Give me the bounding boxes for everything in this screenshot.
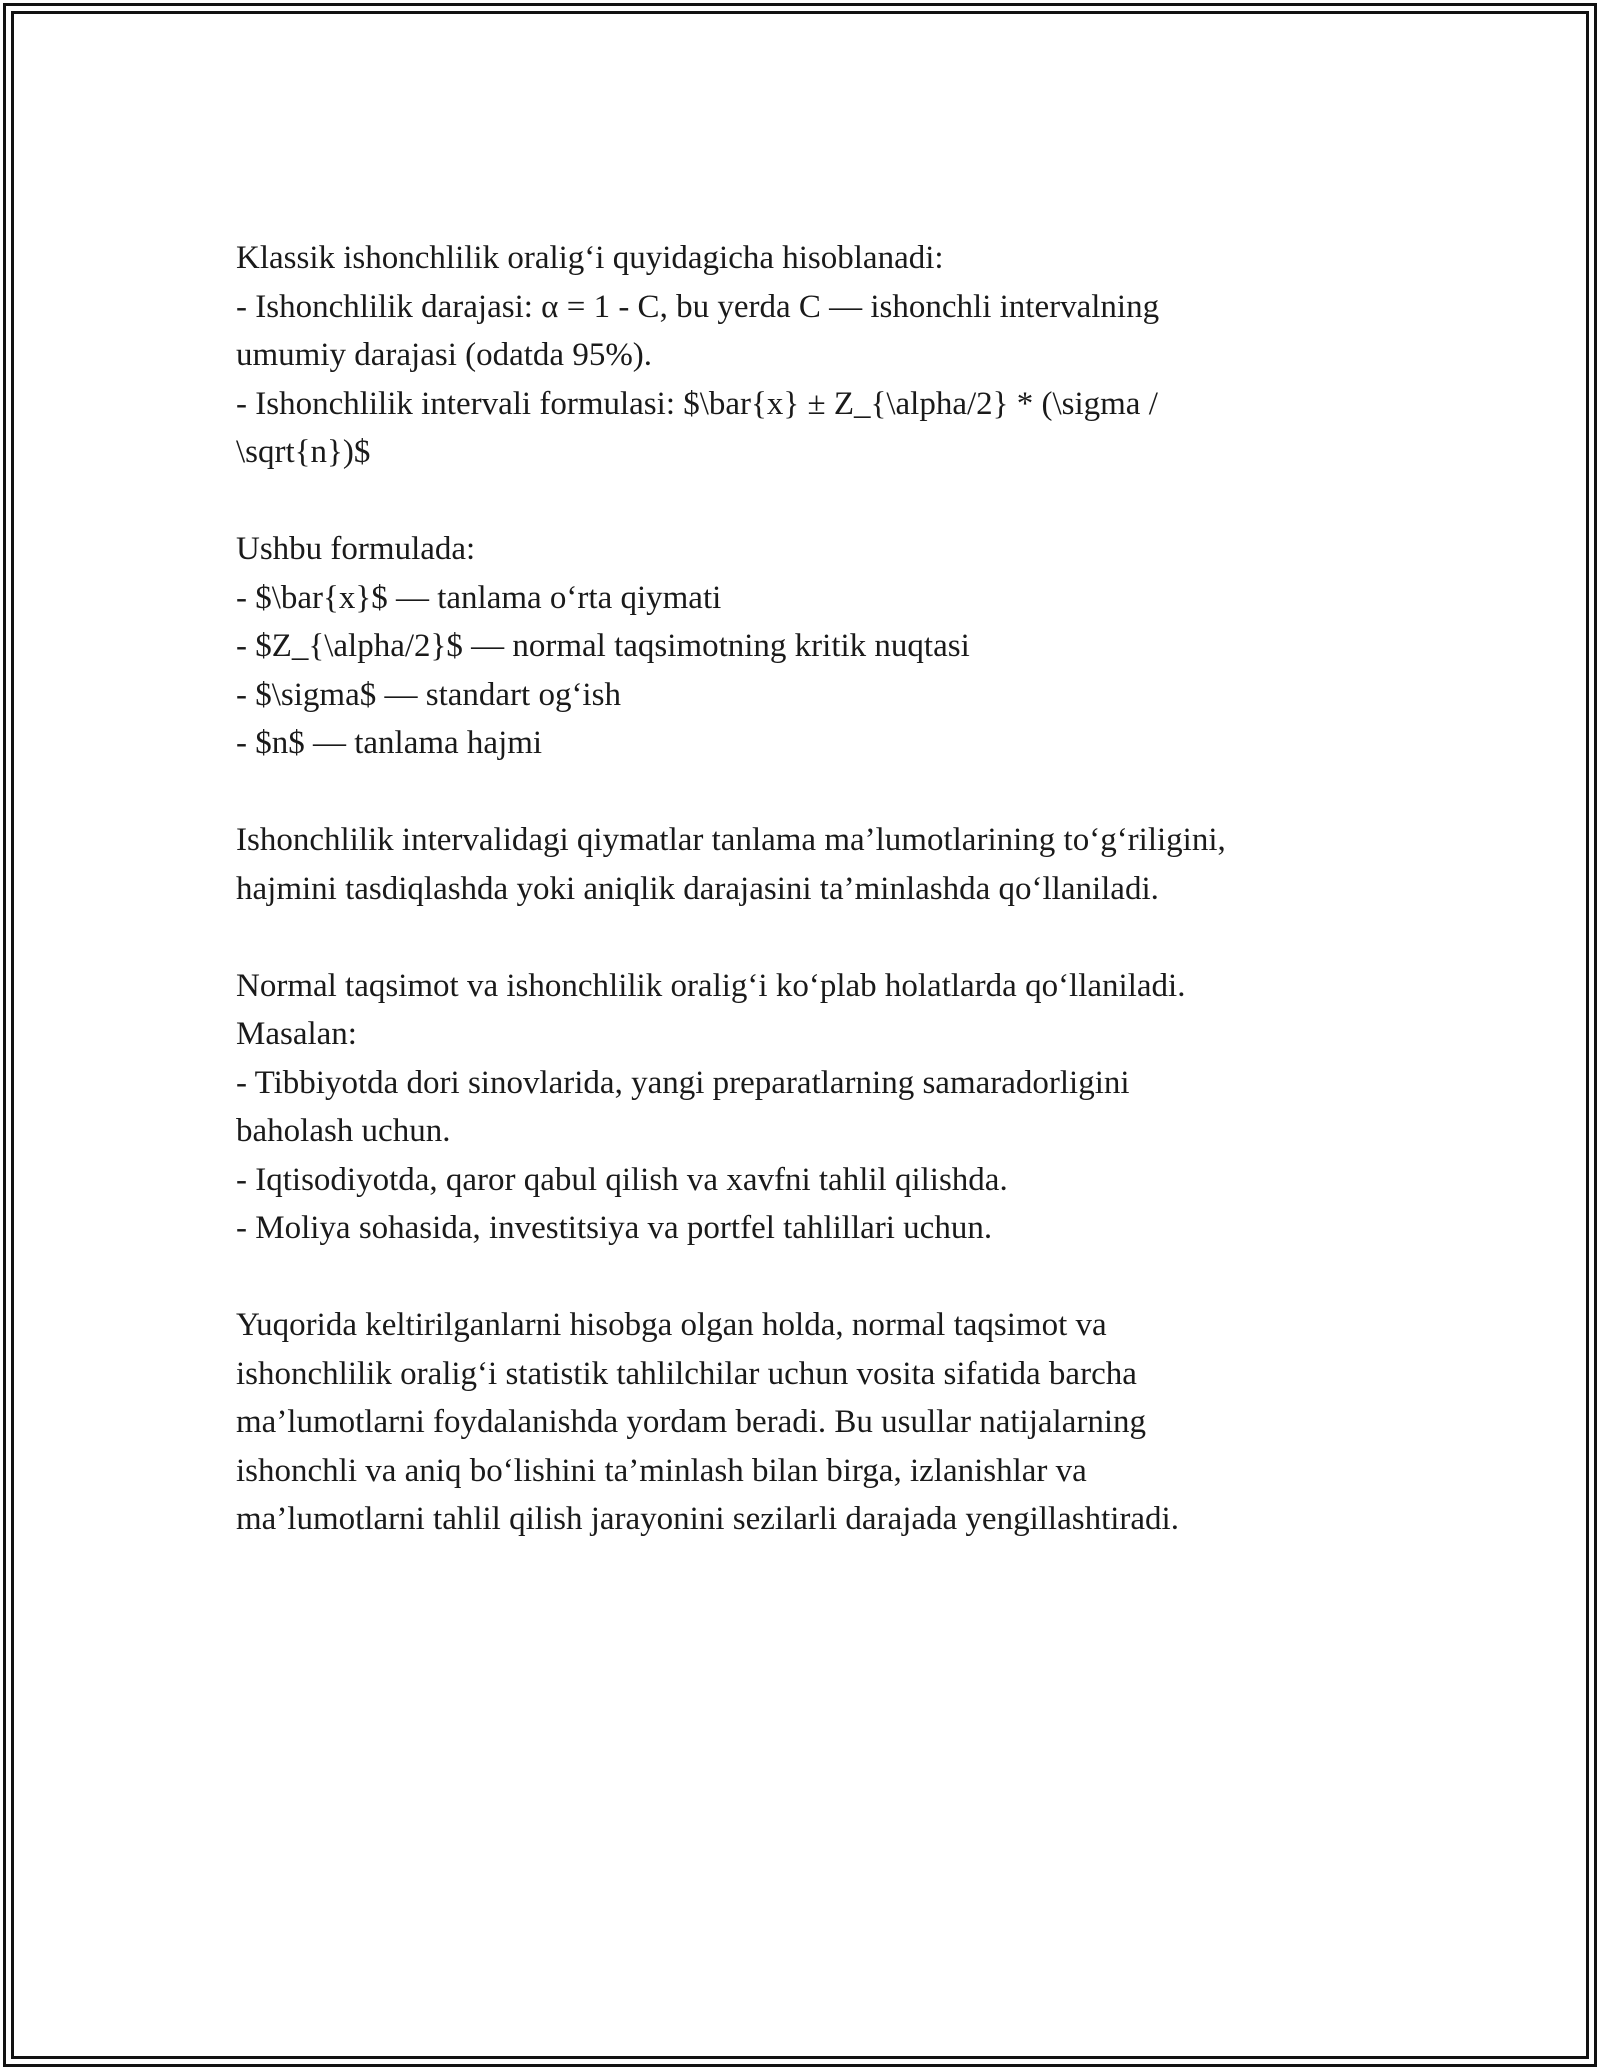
text-line: - Iqtisodiyotda, qaror qabul qilish va xavfni tahlil qilishda.	[236, 1161, 1008, 1198]
text-line: ishonchlilik oralig‘i statistik tahlilchilar uchun vosita sifatida barcha	[236, 1355, 1137, 1392]
text-line: umumiy darajasi (odatda 95%).	[236, 337, 653, 373]
text-line: Yuqorida keltirilganlarni hisobga olgan holda, normal taqsimot va	[236, 1307, 1107, 1343]
text-line: - Ishonchlilik darajasi: α = 1 - C, bu yerda C — ishonchli intervalning	[236, 288, 1160, 325]
text-line: - $n$ — tanlama hajmi	[236, 725, 543, 761]
text-line: - $\bar{x}$ — tanlama o‘rta qiymati	[236, 579, 722, 616]
text-line: hajmini tasdiqlashda yoki aniqlik darajasini ta’minlashda qo‘llaniladi.	[236, 870, 1159, 907]
text-line: - $Z_{\alpha/2}$ — normal taqsimotning kritik nuqtasi	[236, 628, 970, 664]
text-line: baholash uchun.	[236, 1113, 451, 1149]
paragraph-confidence-formula	[236, 234, 1376, 477]
paragraph-interval-usage	[236, 816, 1376, 913]
text-line: ishonchli va aniq bo‘lishini ta’minlash bilan birga, izlanishlar va	[236, 1452, 1087, 1489]
text-line: Klassik ishonchlilik oralig‘i quyidagicha hisoblanadi:	[236, 240, 944, 276]
document-body	[236, 234, 1376, 1592]
text-line: Normal taqsimot va ishonchlilik oralig‘i ko‘plab holatlarda qo‘llaniladi.	[236, 967, 1186, 1004]
text-line: ma’lumotlarni tahlil qilish jarayonini sezilarli darajada yengillashtiradi.	[236, 1501, 1179, 1537]
paragraph-applications	[236, 962, 1376, 1253]
paragraph-formula-terms	[236, 525, 1376, 768]
text-line: Masalan:	[236, 1016, 357, 1052]
text-line: \sqrt{n})$	[236, 434, 371, 470]
text-line: - Ishonchlilik intervali formulasi: $\bar{x} ± Z_{\alpha/2} * (\sigma /	[236, 385, 1158, 422]
text-line: - $\sigma$ — standart og‘ish	[236, 676, 621, 713]
text-line: Ishonchlilik intervalidagi qiymatlar tanlama ma’lumotlarining to‘g‘riligini,	[236, 822, 1226, 858]
text-line: Ushbu formulada:	[236, 531, 476, 567]
paragraph-conclusion	[236, 1301, 1376, 1544]
text-line: - Tibbiyotda dori sinovlarida, yangi preparatlarning samaradorligini	[236, 1064, 1130, 1101]
text-line: ma’lumotlarni foydalanishda yordam beradi. Bu usullar natijalarning	[236, 1404, 1146, 1440]
text-line: - Moliya sohasida, investitsiya va portfel tahlillari uchun.	[236, 1210, 993, 1246]
